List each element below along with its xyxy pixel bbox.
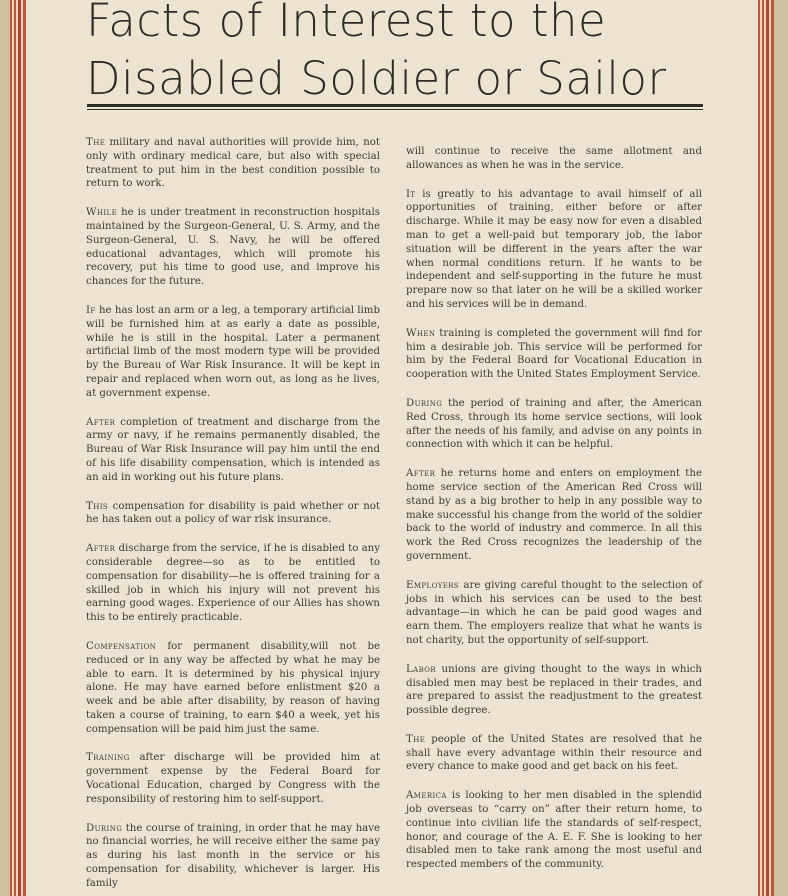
paragraph-text: unions are giving thought to the ways in which disabled men may best be replaced in their trades, and are prepared to assist the readjustment to the greatest possible degree. — [406, 663, 702, 717]
right-decorative-border — [758, 0, 774, 896]
paragraph — [406, 467, 702, 564]
paragraph-text: completion of treatment and discharge from the army or navy, if he remains permanently disabled, the Bureau of War Risk Insurance will pay him until the end of his life disability compensation, which is intended as an aid in working out his future plans. — [86, 416, 380, 483]
paragraph-text: after discharge will be provided him at government expense by the Federal Board for Vocational Education, charged by Congress with the responsibility of restoring him to self-support. — [86, 752, 380, 805]
paragraph-lead-word: America — [406, 790, 447, 802]
paragraph-text: is looking to her men disabled in the splendid job overseas to “carry on” after their return home, to continue into civilian life the standards of self-respect, honor, and courage of the A. E. F. She is looking to her disabled men to take rank among the most useful and respected members of the community. — [406, 790, 702, 871]
paragraph — [406, 397, 702, 452]
paragraph-lead-word: This — [86, 500, 109, 512]
paragraph — [86, 500, 380, 528]
left-column — [86, 136, 380, 896]
paragraph-lead-word: If — [86, 304, 96, 316]
paragraph — [406, 145, 702, 173]
paragraph-lead-word: It — [406, 188, 416, 200]
paragraph-text: discharge from the service, if he is disabled to any considerable degree—so as to be entitled to compensation for disability—he is offered training for a skilled job in which his injury will not prevent his earning good wages. Experience of our Allies has shown this to be entirely practicable. — [86, 543, 380, 624]
paragraph — [86, 206, 380, 289]
paragraph-lead-word: Labor — [406, 663, 437, 675]
paragraph — [406, 579, 702, 648]
paragraph — [86, 542, 380, 625]
paragraph-lead-word: While — [86, 207, 118, 219]
paragraph-text: training is completed the government will find for him a desirable job. This service will be performed for him by the Federal Board for Vocational Education in cooperation with the United States Employment Service. — [406, 327, 702, 381]
right-column — [406, 145, 702, 887]
paragraph-text: is greatly to his advantage to avail himself of all opportunities of training, either before or after discharge. While it may be easy now for even a disabled man to get a well-paid but temporary job, the labor situation will be different in the years after the war when normal conditions return. If he wants to be independent and self-supporting in the future he must prepare now so that later on he will be a skilled worker and his services will be in demand. — [406, 188, 702, 310]
paragraph-lead-word: The — [406, 733, 426, 745]
title-rule — [87, 104, 703, 110]
paragraph — [86, 751, 380, 806]
paragraph — [406, 327, 702, 382]
paragraph — [406, 188, 702, 312]
poster-title — [86, 0, 726, 108]
left-decorative-border — [10, 0, 26, 896]
paragraph-text: people of the United States are resolved that he shall have every advantage within their resource and every chance to make good and get back on his feet. — [406, 733, 702, 773]
paragraph-lead-word: During — [406, 397, 443, 409]
paragraph — [86, 304, 380, 401]
paragraph-lead-word: The — [86, 137, 106, 148]
paragraph-text: compensation for disability is paid whether or not he has taken out a policy of war risk insurance. — [86, 500, 380, 526]
paragraph — [86, 136, 380, 191]
paragraph-text: are giving careful thought to the selection of jobs in which his services can be used to the best advantage—in which he can be paid good wages and earn them. The employers realize that what he wants is not charity, but the opportunity of self-support. — [406, 579, 702, 646]
paragraph-text: he has lost an arm or a leg, a temporary artificial limb will be furnished him at as early a date as possible, while he is still in the hospital. Later a permanent artificial limb of the most modern type will be provided by the Bureau of War Risk Insurance. It will be kept in repair and replaced when worn out, as long as he lives, at government expense. — [86, 304, 380, 399]
paragraph — [86, 416, 380, 485]
paragraph-lead-word: When — [406, 327, 436, 339]
paragraph — [86, 822, 380, 891]
paragraph-text: the course of training, in order that he may have no financial worries, he will receive either the same pay as during his last month in the service or his compensation for disability, whichever is larger. His family — [86, 822, 380, 889]
paragraph-lead-word: Training — [86, 752, 130, 764]
title-line-1: Facts of Interest to the — [86, 0, 607, 47]
paragraph-lead-word: After — [406, 468, 436, 480]
paragraph-lead-word: After — [86, 416, 116, 428]
paragraph-text: he returns home and enters on employment the home service section of the American Red Cross will stand by as a big brother to help in any possible way to make successful his change from the world of the soldier back to the world of industry and commerce. In all this work the Red Cross recognizes the leadership of the government. — [406, 468, 702, 562]
paragraph-text: military and naval authorities will provide him, not only with ordinary medical care, but also with special treatment to put him in the best condition possible to return to work. — [86, 137, 380, 190]
paragraph-text: for permanent disability,will not be reduced or in any way be affected by what he may be able to earn. It is determined by his physical injury alone. He may have earned before enlistment $20 a week and be able after disability, by reason of having taken a course of training, to earn $40 a week, yet his compensation will be paid him just the same. — [86, 640, 380, 735]
paragraph-lead-word: After — [86, 543, 116, 555]
paragraph-text: he is under treatment in reconstruction hospitals maintained by the Surgeon-General, U. S. Army, and the Surgeon-General, U. S. Navy, he will be offered educational advantages, which will promote his recovery, put his time to good use, and improve his chances for the future. — [86, 207, 380, 288]
paragraph — [86, 640, 380, 737]
paragraph-text: the period of training and after, the American Red Cross, through its home service sections, will look after the needs of his family, and advise on any points in connection with which it can be helpful. — [406, 397, 702, 451]
paragraph-lead-word: Compensation — [86, 640, 157, 652]
paragraph-text: will continue to receive the same allotment and allowances as when he was in the service. — [406, 146, 702, 171]
paragraph-lead-word: Employers — [406, 579, 460, 591]
paragraph — [406, 789, 702, 872]
paragraph-lead-word: During — [86, 822, 123, 834]
paragraph — [406, 733, 702, 774]
title-line-2: Disabled Soldier or Sailor — [86, 52, 667, 105]
paragraph — [406, 663, 702, 718]
